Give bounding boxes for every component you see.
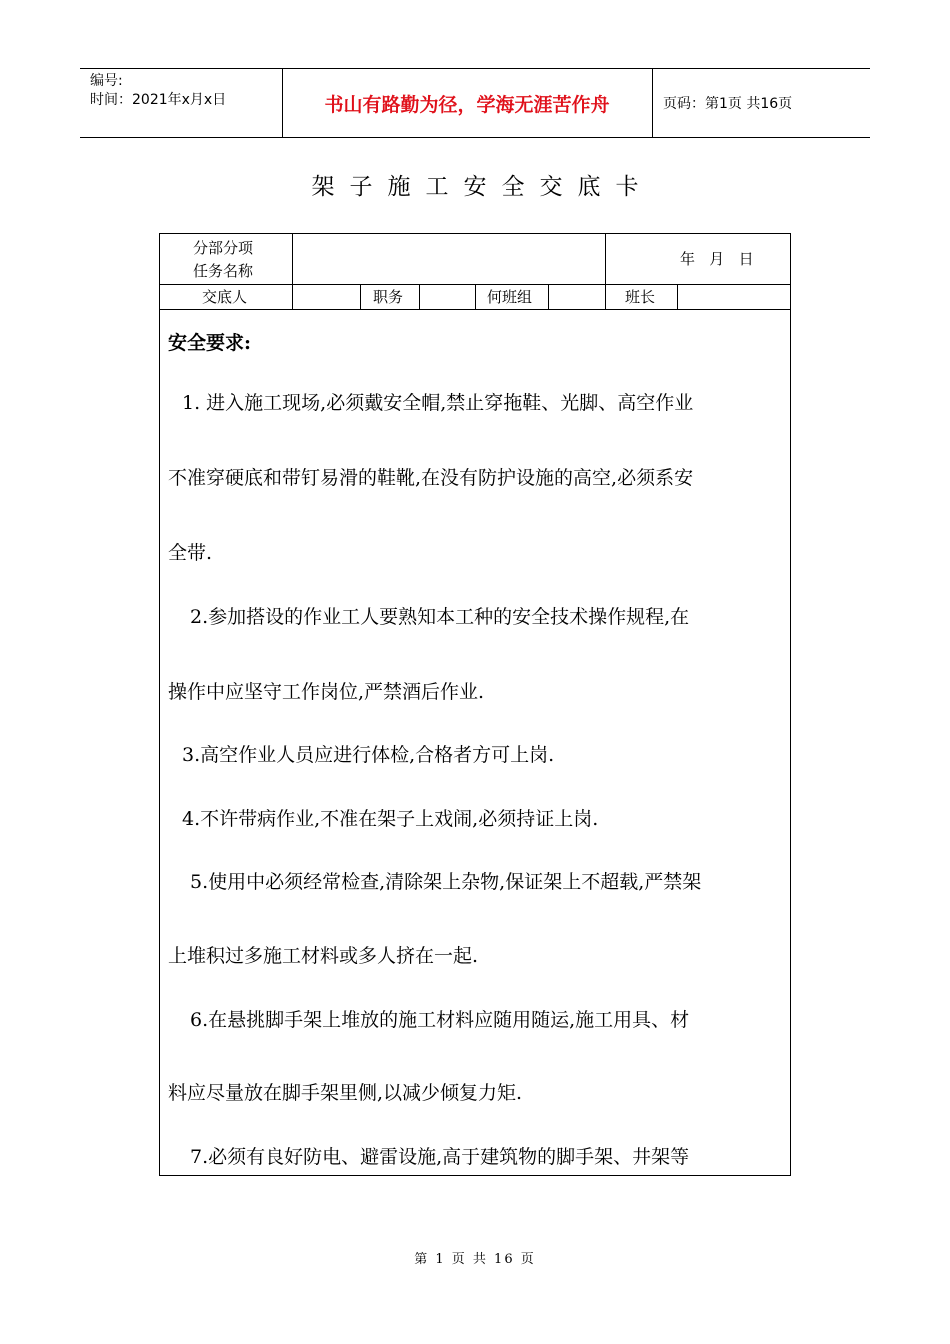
requirement-line: 4.不许带病作业,不准在架子上戏闹,必须持证上岗.	[182, 808, 599, 830]
section-title: 安全要求:	[168, 332, 252, 354]
requirement-line: 料应尽量放在脚手架里侧,以减少倾复力矩.	[168, 1082, 523, 1104]
number-label: 编号:	[90, 73, 123, 89]
position-label: 职务	[373, 288, 404, 306]
time-label: 时间：2021年x月x日	[90, 92, 227, 108]
discloser-label: 交底人	[202, 288, 248, 306]
document-header	[80, 68, 870, 138]
date-label: 年 月 日	[680, 250, 754, 268]
requirement-line: 6.在悬挑脚手架上堆放的施工材料应随用随运,施工用具、材	[190, 1009, 690, 1031]
requirement-line: 不准穿硬底和带钉易滑的鞋靴,在没有防护设施的高空,必须系安	[168, 467, 694, 489]
page-footer: 第 1 页 共 16 页	[414, 1252, 536, 1267]
header-meta	[80, 69, 283, 137]
form-divider	[605, 234, 606, 309]
position-field[interactable]	[420, 285, 475, 309]
page-info: 页码：第1页 共16页	[663, 96, 793, 112]
motto-text: 书山有路勤为径，学海无涯苦作舟	[282, 69, 653, 137]
document-title: 架子施工安全交底卡	[311, 174, 654, 200]
requirement-line: 2.参加搭设的作业工人要熟知本工种的安全技术操作规程,在	[190, 606, 690, 628]
requirement-line: 5.使用中必须经常检查,清除架上杂物,保证架上不超载,严禁架	[190, 871, 702, 893]
project-label-line1: 分部分项	[193, 239, 254, 257]
project-label-line2: 任务名称	[193, 262, 254, 280]
discloser-field[interactable]	[293, 285, 360, 309]
form-divider	[475, 284, 476, 309]
requirement-line: 7.必须有良好防电、避雷设施,高于建筑物的脚手架、井架等	[190, 1146, 690, 1168]
requirement-line: 全带.	[168, 542, 213, 564]
requirement-line: 3.高空作业人员应进行体检,合格者方可上岗.	[182, 744, 555, 766]
leader-field[interactable]	[678, 285, 790, 309]
requirement-line: 1. 进入施工现场,必须戴安全帽,禁止穿拖鞋、光脚、高空作业	[182, 392, 694, 414]
form-divider	[360, 284, 361, 309]
leader-label: 班长	[625, 288, 656, 306]
disclosure-form	[159, 233, 791, 1176]
project-name-field[interactable]	[293, 234, 605, 284]
form-divider	[160, 309, 790, 310]
team-label: 何班组	[487, 288, 533, 306]
requirement-line: 操作中应坚守工作岗位,严禁酒后作业.	[168, 681, 485, 703]
requirement-line: 上堆积过多施工材料或多人挤在一起.	[168, 945, 479, 967]
team-field[interactable]	[549, 285, 605, 309]
